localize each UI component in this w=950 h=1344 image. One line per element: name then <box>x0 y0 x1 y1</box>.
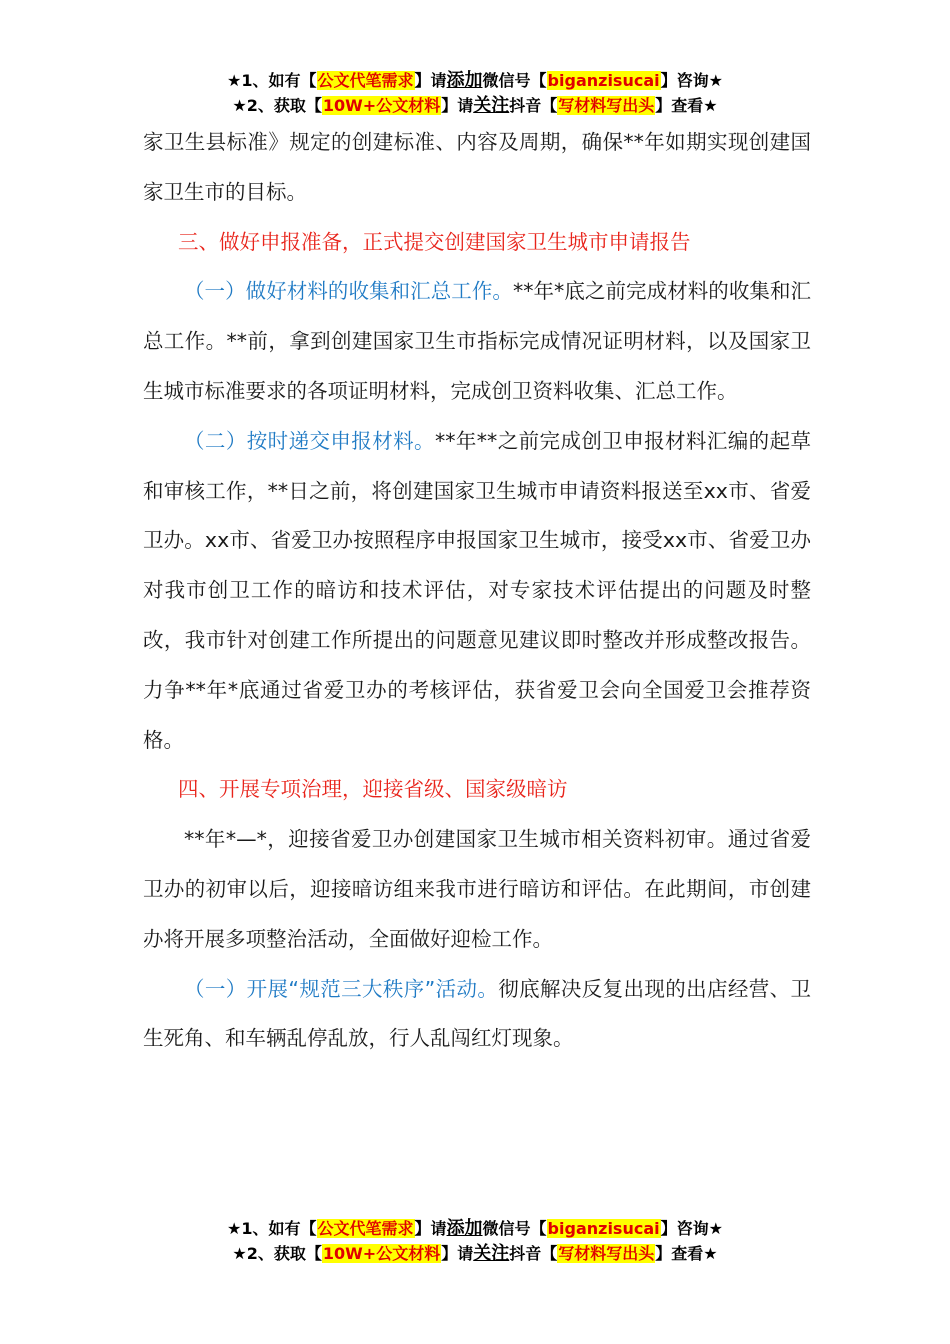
subsection-body: **年*底之前完成材料的收集和汇总工作。**前，拿到创建国家卫生市指标完成情况证明材料，以及国家卫生城市标准要求的各项证明材料，完成创卫资料收集、汇总工作。 <box>143 279 812 403</box>
banner-wechat-id: biganzisucai <box>547 71 660 90</box>
section-heading-3: 三、做好申报准备，正式提交创建国家卫生城市申请报告 <box>178 229 691 254</box>
banner-text: 】查看★ <box>655 96 718 115</box>
banner-text: 】请 <box>441 1244 474 1263</box>
subsection-2 <box>143 417 811 766</box>
subsection-title: （一）做好材料的收集和汇总工作。 <box>184 279 513 304</box>
subsection-body: 彻底解决反复出现的出店经营、卫生死角、和车辆乱停乱放，行人乱闯红灯现象。 <box>143 976 811 1051</box>
banner-text: 】请 <box>441 96 474 115</box>
footer-banner <box>0 1216 950 1266</box>
banner-text: 抖音【 <box>509 1244 558 1263</box>
banner-highlight: 10W+公文材料 <box>322 1244 441 1263</box>
banner-highlight: 公文代笔需求 <box>317 71 414 90</box>
subsection-title: （二）按时递交申报材料。 <box>184 428 435 453</box>
banner-wechat-id: biganzisucai <box>547 1219 660 1238</box>
banner-text: 】请 <box>414 71 447 90</box>
banner-emphasis: 添加 <box>446 1218 483 1239</box>
banner-text: 】咨询★ <box>660 71 723 90</box>
document-body <box>143 118 811 1064</box>
paragraph-continued: 家卫生县标准》规定的创建标准、内容及周期，确保**年如期实现创建国家卫生市的目标。 <box>143 130 811 204</box>
banner-douyin-id: 写材料写出头 <box>558 96 655 115</box>
banner-text: 】咨询★ <box>660 1219 723 1238</box>
banner-douyin-id: 写材料写出头 <box>558 1244 655 1263</box>
banner-text: ★2、获取【 <box>232 1244 322 1263</box>
banner-emphasis: 关注 <box>473 1243 510 1264</box>
banner-line-1 <box>0 1216 950 1241</box>
banner-text: 微信号【 <box>482 71 547 90</box>
subsection-title: （一）开展“规范三大秩序”活动。 <box>184 976 499 1001</box>
banner-text: 微信号【 <box>482 1219 547 1238</box>
banner-highlight: 10W+公文材料 <box>322 96 441 115</box>
banner-line-1 <box>0 68 950 93</box>
banner-text: ★1、如有【 <box>227 71 317 90</box>
banner-text: 】请 <box>414 1219 447 1238</box>
banner-emphasis: 关注 <box>473 95 510 116</box>
banner-line-2 <box>0 93 950 118</box>
banner-text: 抖音【 <box>509 96 558 115</box>
banner-emphasis: 添加 <box>446 70 483 91</box>
section-heading-4: 四、开展专项治理，迎接省级、国家级暗访 <box>178 777 568 802</box>
subsection-1 <box>143 267 811 416</box>
banner-text: ★2、获取【 <box>232 96 322 115</box>
subsection-3 <box>143 965 811 1065</box>
banner-line-2 <box>0 1241 950 1266</box>
banner-text: ★1、如有【 <box>227 1219 317 1238</box>
banner-highlight: 公文代笔需求 <box>317 1219 414 1238</box>
banner-text: 】查看★ <box>655 1244 718 1263</box>
paragraph: **年*—*，迎接省爱卫办创建国家卫生城市相关资料初审。通过省爱卫办的初审以后，迎接暗访组来我市进行暗访和评估。在此期间，市创建办将开展多项整治活动，全面做好迎检工作。 <box>143 827 811 951</box>
subsection-body: **年**之前完成创卫申报材料汇编的起草和审核工作，**日之前，将创建国家卫生城市申请资料报送至xx市、省爱卫办。xx市、省爱卫办按照程序申报国家卫生城市，接受xx市、省爱卫办对我市创卫工作的暗访和技术评估，对专家技术评估提出的问题及时整改，我市针对创建工作所提出的问题意见建议即时整改并形成整改报告。力争**年*底通过省爱卫办的考核评估，获省爱卫会向全国爱卫会推荐资格。 <box>143 428 812 752</box>
header-banner <box>0 68 950 118</box>
